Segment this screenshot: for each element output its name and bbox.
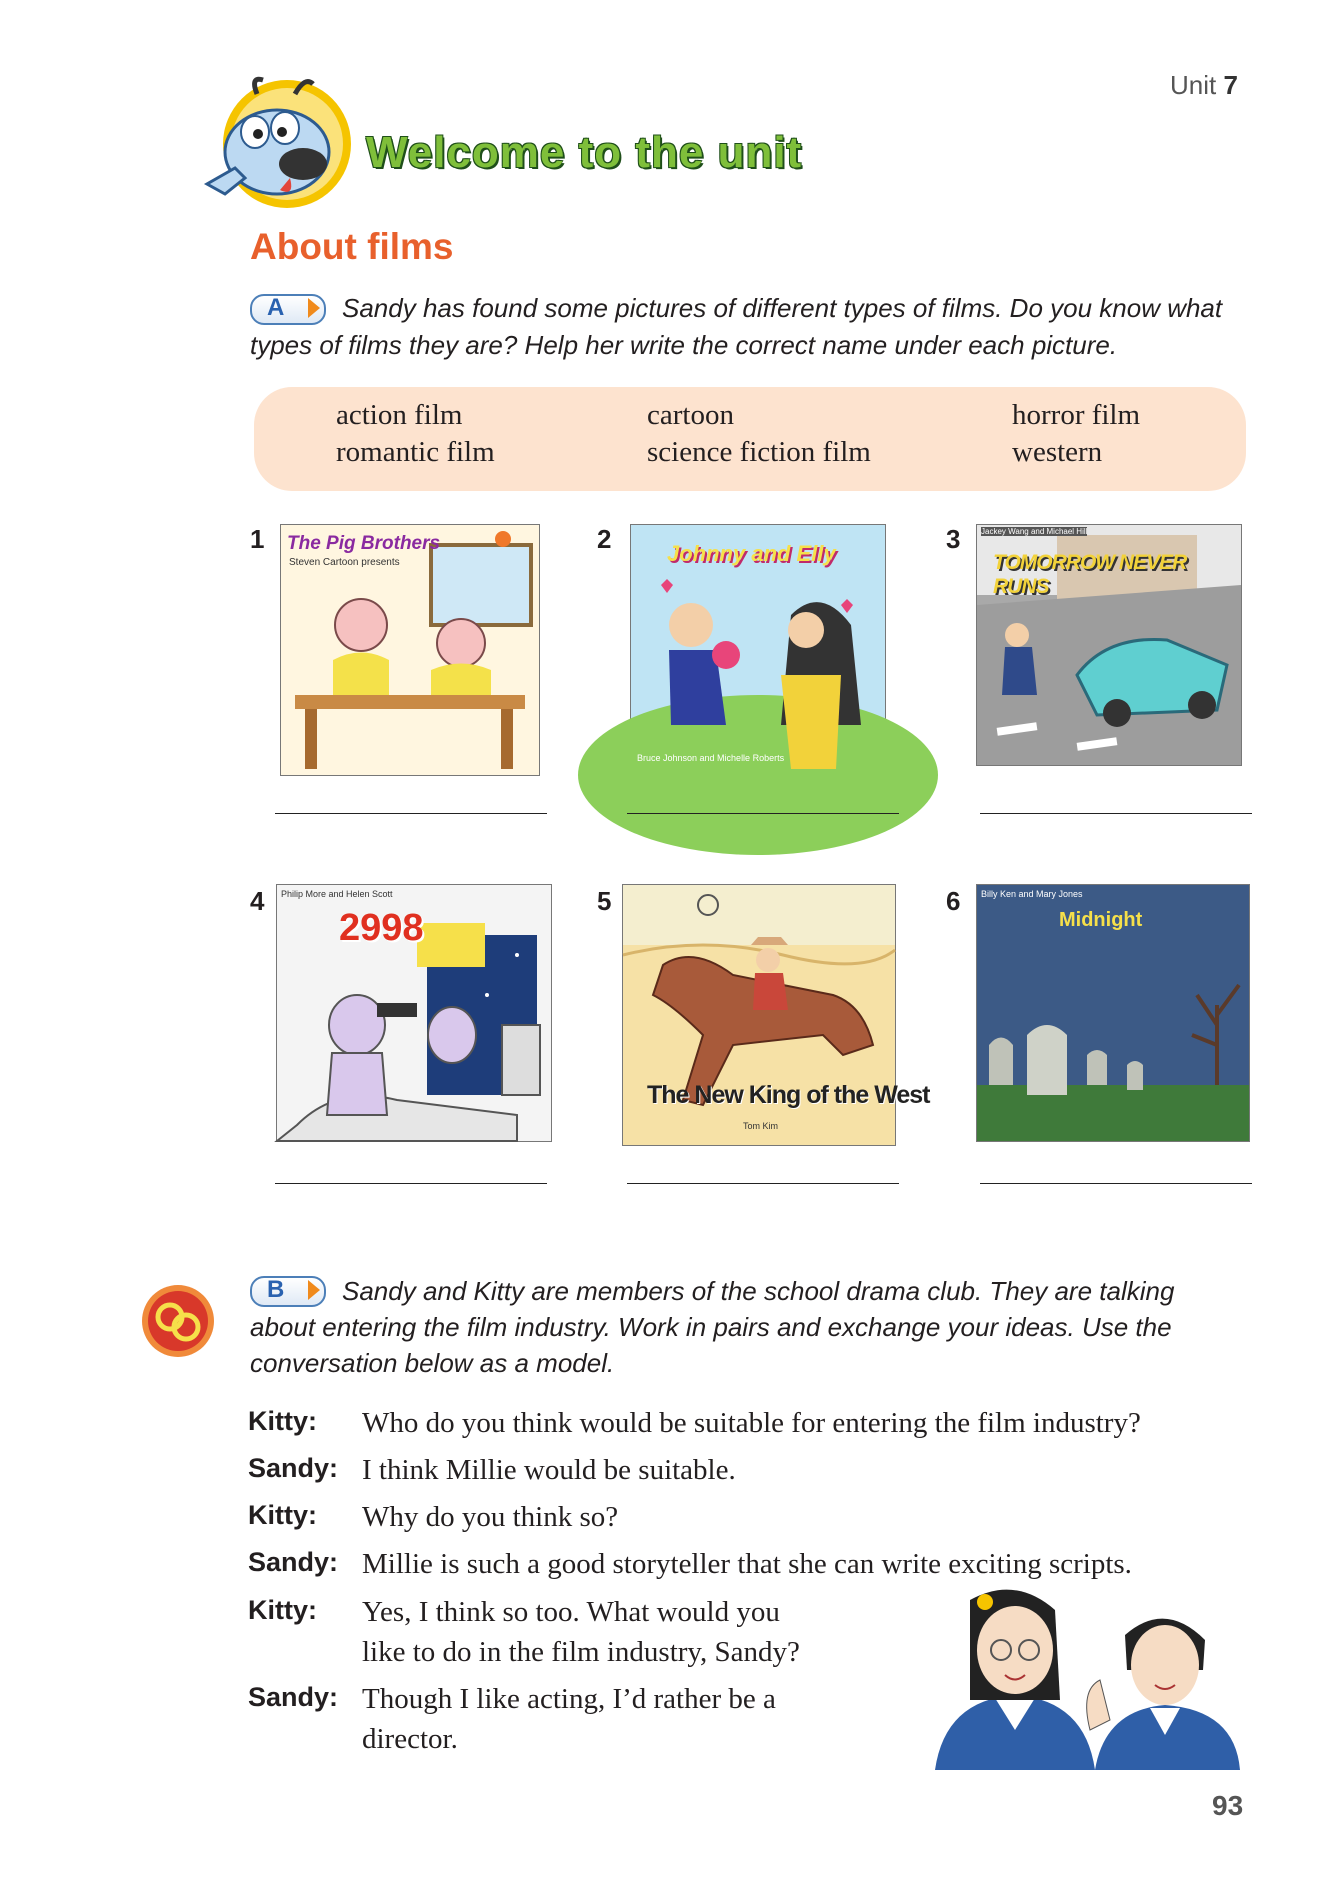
answer-line-4[interactable]: [275, 1183, 547, 1184]
answer-line-1[interactable]: [275, 813, 547, 814]
dog-mascot-icon: [195, 72, 350, 212]
page-number: 93: [1212, 1790, 1244, 1821]
dialogue-line: like to do in the film industry, Sandy?: [362, 1636, 800, 1668]
picture-title: Midnight: [1059, 909, 1143, 931]
unit-label: [1170, 70, 1238, 101]
pair-work-icon: [140, 1283, 216, 1359]
picture-number: 6: [946, 886, 961, 916]
picture-number: 1: [250, 524, 265, 554]
unit-number: 7: [1223, 70, 1238, 100]
unit-word: Unit: [1170, 70, 1217, 100]
word-option: romantic film: [336, 436, 495, 468]
speaker-name: Kitty:: [248, 1500, 317, 1530]
answer-line-2[interactable]: [627, 813, 899, 814]
picture-credit: Bruce Johnson and Michelle Roberts: [637, 753, 785, 763]
picture-title: Johnny and Elly: [667, 541, 836, 566]
dialogue-line: Why do you think so?: [362, 1501, 619, 1533]
picture-credit: Tom Kim: [743, 1121, 779, 1131]
badge-b-letter: B: [267, 1276, 285, 1303]
two-students-icon: [915, 1580, 1245, 1770]
speaker-name: Sandy:: [248, 1682, 339, 1712]
word-option: western: [1012, 436, 1103, 468]
picture-credit: Steven Cartoon presents: [289, 557, 400, 568]
film-picture-5: [622, 884, 930, 1146]
picture-number: 3: [946, 524, 961, 554]
speaker-name: Sandy:: [248, 1453, 339, 1483]
picture-credit: Jackey Wang and Michael Hill: [981, 527, 1088, 536]
speaker-name: Sandy:: [248, 1547, 339, 1577]
film-picture-4: [276, 884, 552, 1142]
answer-line-6[interactable]: [980, 1183, 1252, 1184]
picture-title: 2998: [339, 907, 424, 949]
film-picture-6: [976, 884, 1250, 1142]
speaker-name: Kitty:: [248, 1595, 317, 1625]
film-picture-3: [976, 524, 1242, 766]
word-option: action film: [336, 399, 463, 431]
picture-title: TOMORROW NEVER RUNS: [993, 551, 1187, 598]
word-box: [254, 387, 1246, 491]
part-a-instruction: Sandy has found some pictures of different types of films. Do you know what types of films they are? Help her write the correct name under each picture.: [250, 293, 1223, 360]
dialogue-line: Though I like acting, I’d rather be a: [362, 1683, 776, 1715]
picture-title: The New King of the West: [647, 1081, 930, 1109]
dialogue-line: Yes, I think so too. What would you: [362, 1596, 780, 1628]
picture-title: The Pig Brothers: [287, 533, 441, 554]
dialogue-line: Millie is such a good storyteller that she can write exciting scripts.: [362, 1548, 1132, 1580]
word-option: cartoon: [647, 399, 734, 431]
word-option: science fiction film: [647, 436, 871, 468]
section-title: About films: [250, 226, 454, 267]
dialogue-line: Who do you think would be suitable for entering the film industry?: [362, 1407, 1141, 1439]
picture-credit: Billy Ken and Mary Jones: [981, 889, 1083, 899]
film-picture-1: [280, 524, 540, 776]
dialogue-line: I think Millie would be suitable.: [362, 1454, 736, 1486]
speaker-name: Kitty:: [248, 1406, 317, 1436]
part-b-instruction: Sandy and Kitty are members of the school drama club. They are talking about entering the film industry. Work in pairs and exchange your ideas. Use the conversation below as a model.: [250, 1276, 1175, 1378]
answer-line-3[interactable]: [980, 813, 1252, 814]
answer-line-5[interactable]: [627, 1183, 899, 1184]
unit-title: Welcome to the unit: [366, 128, 803, 177]
picture-number: 5: [597, 886, 612, 916]
film-picture-2: [630, 524, 886, 770]
picture-credit: Philip More and Helen Scott: [281, 889, 393, 899]
badge-a-letter: A: [267, 294, 285, 321]
word-option: horror film: [1012, 399, 1141, 431]
picture-number: 2: [597, 524, 612, 554]
dialogue-line: director.: [362, 1723, 458, 1755]
picture-number: 4: [250, 886, 265, 916]
